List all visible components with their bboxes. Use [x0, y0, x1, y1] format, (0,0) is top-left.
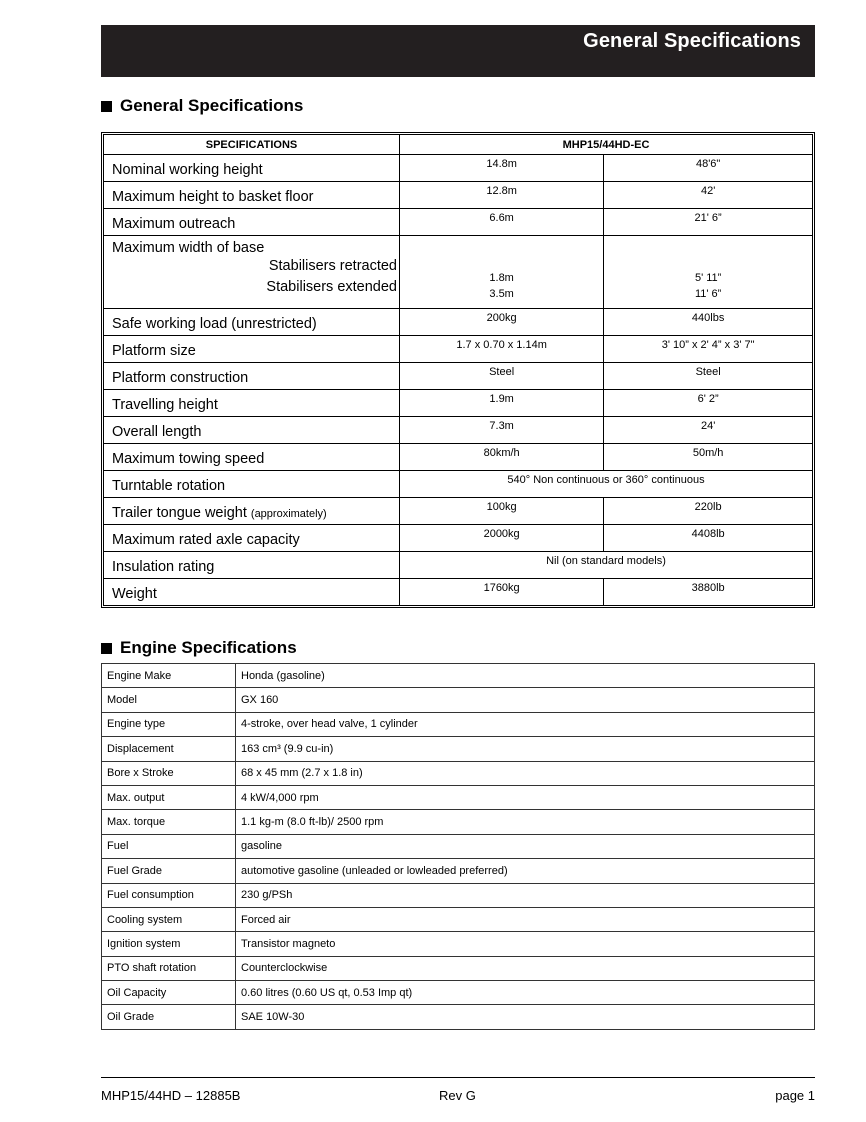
row-label: Nominal working height	[104, 155, 400, 182]
width-base-label: Maximum width of base	[112, 240, 265, 256]
imperial-value: 220lb	[604, 498, 812, 525]
general-specs-heading-text: General Specifications	[120, 96, 304, 115]
table-row	[102, 785, 815, 809]
table-row	[104, 336, 812, 363]
spec-value: Honda (gasoline)	[236, 664, 815, 688]
header-banner	[101, 25, 815, 77]
imperial-value: 4408lb	[604, 525, 812, 552]
row-label: Insulation rating	[104, 552, 400, 579]
table-row-axle	[104, 525, 812, 552]
metric-value: 200kg	[400, 309, 604, 336]
spec-value: Forced air	[236, 907, 815, 931]
table-row	[102, 981, 815, 1005]
row-label	[104, 498, 400, 525]
metric-value: 2000kg	[400, 525, 604, 552]
imperial-value: 50m/h	[604, 444, 812, 471]
table-row-turntable	[104, 471, 812, 498]
imperial-value: 6' 2”	[604, 390, 812, 417]
spec-value: 0.60 litres (0.60 US qt, 0.53 Imp qt)	[236, 981, 815, 1005]
table-row-insulation	[104, 552, 812, 579]
footer-revision: Rev G	[439, 1088, 476, 1103]
row-label: Turntable rotation	[104, 471, 400, 498]
table-row	[102, 664, 815, 688]
spec-value: 4-stroke, over head valve, 1 cylinder	[236, 712, 815, 736]
metric-value: 100kg	[400, 498, 604, 525]
row-label: Overall length	[104, 417, 400, 444]
table-row	[102, 859, 815, 883]
metric-value	[400, 236, 604, 309]
table-row	[104, 155, 812, 182]
imperial-value	[604, 236, 812, 309]
metric-value: 80km/h	[400, 444, 604, 471]
spec-value: Counterclockwise	[236, 956, 815, 980]
imperial-value: 48'6"	[604, 155, 812, 182]
spec-key: Model	[102, 688, 236, 712]
spec-value: 163 cm³ (9.9 cu-in)	[236, 737, 815, 761]
row-label: Maximum height to basket floor	[104, 182, 400, 209]
table-row	[104, 209, 812, 236]
table-row	[102, 712, 815, 736]
metric-value: 1760kg	[400, 579, 604, 606]
spec-key: Max. torque	[102, 810, 236, 834]
spec-value: Transistor magneto	[236, 932, 815, 956]
row-label: Maximum rated axle capacity	[104, 525, 400, 552]
model-column-header: MHP15/44HD-EC	[400, 135, 813, 155]
spec-value: 4 kW/4,000 rpm	[236, 785, 815, 809]
spec-key: Oil Grade	[102, 1005, 236, 1029]
table-row	[102, 1005, 815, 1029]
retracted-metric: 1.8m	[489, 272, 514, 284]
table-row	[104, 417, 812, 444]
metric-value: Steel	[400, 363, 604, 390]
footer-divider	[101, 1077, 815, 1078]
tongue-label: Trailer tongue weight	[112, 505, 247, 521]
table-row	[104, 309, 812, 336]
imperial-value: 3' 10” x 2' 4” x 3' 7"	[604, 336, 812, 363]
footer-page-number: page 1	[775, 1088, 815, 1103]
spec-key: PTO shaft rotation	[102, 956, 236, 980]
spec-key: Oil Capacity	[102, 981, 236, 1005]
metric-value: 7.3m	[400, 417, 604, 444]
table-row	[102, 737, 815, 761]
row-label: Platform construction	[104, 363, 400, 390]
imperial-value: 21' 6”	[604, 209, 812, 236]
imperial-value: 24'	[604, 417, 812, 444]
table-row	[102, 907, 815, 931]
table-row-tongue	[104, 498, 812, 525]
spec-key: Bore x Stroke	[102, 761, 236, 785]
footer-doc-id: MHP15/44HD – 12885B	[101, 1088, 241, 1103]
extended-metric: 3.5m	[489, 288, 514, 300]
table-header-row	[104, 135, 812, 155]
table-row	[104, 390, 812, 417]
table-row	[102, 761, 815, 785]
table-row	[102, 834, 815, 858]
spec-column-header: SPECIFICATIONS	[104, 135, 400, 155]
spec-value: GX 160	[236, 688, 815, 712]
square-bullet-icon	[101, 643, 112, 654]
imperial-value: Steel	[604, 363, 812, 390]
metric-value: 6.6m	[400, 209, 604, 236]
row-label	[104, 236, 400, 309]
spec-value: 68 x 45 mm (2.7 x 1.8 in)	[236, 761, 815, 785]
retracted-label: Stabilisers retracted	[268, 258, 397, 274]
extended-imperial: 11' 6”	[694, 288, 722, 300]
table-row	[104, 182, 812, 209]
extended-label: Stabilisers extended	[266, 279, 397, 295]
table-row	[102, 932, 815, 956]
table-row	[102, 810, 815, 834]
tongue-note: (approximately)	[250, 508, 327, 520]
imperial-value: 42'	[604, 182, 812, 209]
table-row	[102, 883, 815, 907]
turntable-value: 540° Non continuous or 360° continuous	[400, 471, 813, 498]
spec-value: automotive gasoline (unleaded or lowleaded preferred)	[236, 859, 815, 883]
retracted-imperial: 5' 11”	[694, 272, 722, 284]
spec-key: Fuel Grade	[102, 859, 236, 883]
spec-key: Fuel consumption	[102, 883, 236, 907]
engine-specs-heading-text: Engine Specifications	[120, 638, 297, 657]
spec-value: SAE 10W-30	[236, 1005, 815, 1029]
general-specs-table	[101, 132, 815, 608]
spec-key: Fuel	[102, 834, 236, 858]
spec-value: gasoline	[236, 834, 815, 858]
table-row	[102, 956, 815, 980]
square-bullet-icon	[101, 101, 112, 112]
row-label: Weight	[104, 579, 400, 606]
row-label: Maximum outreach	[104, 209, 400, 236]
row-label: Maximum towing speed	[104, 444, 400, 471]
table-row	[104, 444, 812, 471]
table-row-weight	[104, 579, 812, 606]
table-row	[104, 363, 812, 390]
imperial-value: 440lbs	[604, 309, 812, 336]
spec-key: Cooling system	[102, 907, 236, 931]
spec-value: 1.1 kg-m (8.0 ft-lb)/ 2500 rpm	[236, 810, 815, 834]
row-label: Platform size	[104, 336, 400, 363]
metric-value: 1.7 x 0.70 x 1.14m	[400, 336, 604, 363]
metric-value: 12.8m	[400, 182, 604, 209]
spec-key: Displacement	[102, 737, 236, 761]
spec-key: Ignition system	[102, 932, 236, 956]
row-label: Travelling height	[104, 390, 400, 417]
table-row-width-of-base	[104, 236, 812, 309]
row-label: Safe working load (unrestricted)	[104, 309, 400, 336]
spec-key: Engine Make	[102, 664, 236, 688]
imperial-value: 3880lb	[604, 579, 812, 606]
table-row	[102, 688, 815, 712]
spec-value: 230 g/PSh	[236, 883, 815, 907]
spec-key: Engine type	[102, 712, 236, 736]
metric-value: 14.8m	[400, 155, 604, 182]
page-title: General Specifications	[583, 30, 801, 52]
insulation-value: Nil (on standard models)	[400, 552, 813, 579]
engine-specs-heading	[101, 638, 297, 658]
metric-value: 1.9m	[400, 390, 604, 417]
spec-key: Max. output	[102, 785, 236, 809]
general-specs-heading	[101, 96, 303, 116]
engine-specs-table	[101, 663, 815, 1030]
